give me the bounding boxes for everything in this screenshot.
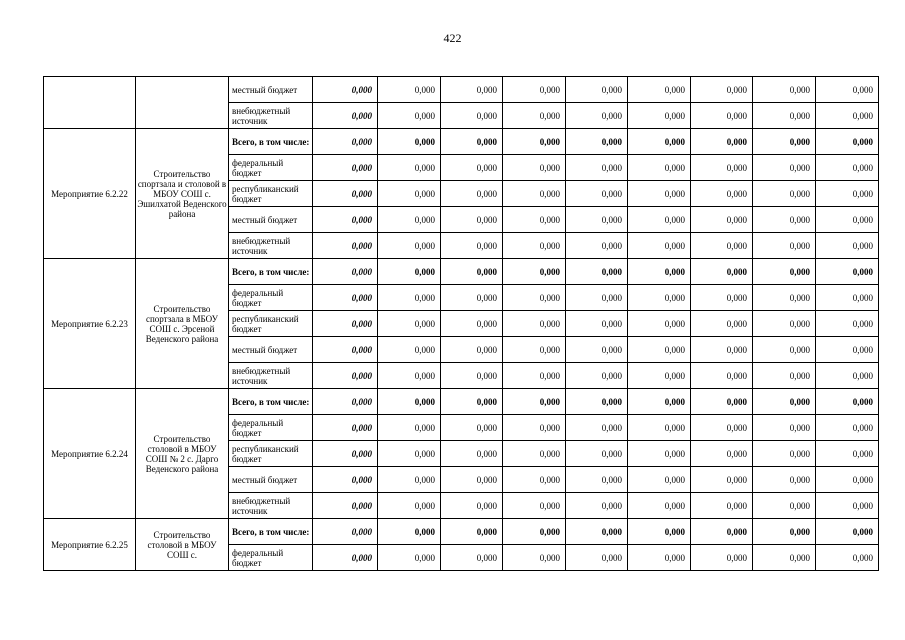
amount-cell: 0,000	[691, 389, 753, 415]
amount-cell: 0,000	[628, 441, 691, 467]
amount-cell: 0,000	[503, 441, 566, 467]
amount-cell: 0,000	[566, 77, 628, 103]
amount-cell: 0,000	[313, 77, 378, 103]
amount-cell: 0,000	[378, 155, 441, 181]
amount-cell: 0,000	[753, 389, 816, 415]
amount-cell: 0,000	[378, 207, 441, 233]
amount-cell: 0,000	[313, 519, 378, 545]
amount-cell: 0,000	[753, 441, 816, 467]
amount-cell: 0,000	[566, 545, 628, 571]
amount-cell: 0,000	[691, 103, 753, 129]
amount-cell: 0,000	[566, 363, 628, 389]
amount-cell: 0,000	[628, 545, 691, 571]
amount-cell: 0,000	[313, 441, 378, 467]
amount-cell: 0,000	[753, 467, 816, 493]
amount-cell: 0,000	[313, 207, 378, 233]
amount-cell: 0,000	[753, 363, 816, 389]
amount-cell: 0,000	[628, 129, 691, 155]
amount-cell: 0,000	[691, 363, 753, 389]
amount-cell: 0,000	[628, 259, 691, 285]
amount-cell: 0,000	[313, 155, 378, 181]
amount-cell: 0,000	[441, 545, 503, 571]
amount-cell: 0,000	[816, 389, 879, 415]
amount-cell: 0,000	[816, 311, 879, 337]
amount-cell: 0,000	[313, 415, 378, 441]
amount-cell: 0,000	[816, 155, 879, 181]
amount-cell: 0,000	[441, 181, 503, 207]
amount-cell: 0,000	[816, 77, 879, 103]
amount-cell: 0,000	[441, 389, 503, 415]
funding-source-cell: внебюджетный источник	[229, 493, 313, 519]
amount-cell: 0,000	[816, 363, 879, 389]
amount-cell: 0,000	[566, 415, 628, 441]
amount-cell: 0,000	[313, 259, 378, 285]
table-row	[44, 259, 879, 285]
amount-cell: 0,000	[691, 207, 753, 233]
amount-cell: 0,000	[691, 311, 753, 337]
amount-cell: 0,000	[441, 77, 503, 103]
description-cell: Строительство спортзала и столовой в МБОУ СОШ с. Эшилхатой Веденского района	[136, 129, 229, 259]
amount-cell: 0,000	[691, 441, 753, 467]
amount-cell: 0,000	[753, 415, 816, 441]
amount-cell: 0,000	[378, 389, 441, 415]
amount-cell: 0,000	[441, 415, 503, 441]
amount-cell: 0,000	[628, 389, 691, 415]
amount-cell: 0,000	[441, 155, 503, 181]
amount-cell: 0,000	[753, 207, 816, 233]
amount-cell: 0,000	[753, 155, 816, 181]
amount-cell: 0,000	[566, 259, 628, 285]
amount-cell: 0,000	[503, 337, 566, 363]
amount-cell: 0,000	[378, 259, 441, 285]
amount-cell: 0,000	[691, 337, 753, 363]
amount-cell: 0,000	[503, 389, 566, 415]
amount-cell: 0,000	[503, 493, 566, 519]
amount-cell: 0,000	[378, 337, 441, 363]
funding-source-cell: местный бюджет	[229, 77, 313, 103]
amount-cell: 0,000	[441, 519, 503, 545]
amount-cell: 0,000	[753, 519, 816, 545]
amount-cell: 0,000	[503, 363, 566, 389]
amount-cell: 0,000	[313, 233, 378, 259]
amount-cell: 0,000	[566, 441, 628, 467]
amount-cell: 0,000	[441, 103, 503, 129]
amount-cell: 0,000	[816, 103, 879, 129]
amount-cell: 0,000	[378, 441, 441, 467]
amount-cell: 0,000	[566, 285, 628, 311]
amount-cell: 0,000	[566, 467, 628, 493]
amount-cell: 0,000	[753, 129, 816, 155]
amount-cell: 0,000	[753, 337, 816, 363]
amount-cell: 0,000	[691, 519, 753, 545]
amount-cell: 0,000	[566, 337, 628, 363]
amount-cell: 0,000	[566, 519, 628, 545]
amount-cell: 0,000	[441, 363, 503, 389]
amount-cell: 0,000	[816, 545, 879, 571]
amount-cell: 0,000	[628, 181, 691, 207]
amount-cell: 0,000	[378, 181, 441, 207]
amount-cell: 0,000	[313, 389, 378, 415]
event-cell: Мероприятие 6.2.22	[44, 129, 136, 259]
amount-cell: 0,000	[313, 285, 378, 311]
amount-cell: 0,000	[441, 493, 503, 519]
amount-cell: 0,000	[313, 493, 378, 519]
amount-cell: 0,000	[566, 311, 628, 337]
amount-cell: 0,000	[503, 415, 566, 441]
table-row	[44, 129, 879, 155]
amount-cell: 0,000	[378, 77, 441, 103]
amount-cell: 0,000	[816, 441, 879, 467]
amount-cell: 0,000	[816, 493, 879, 519]
amount-cell: 0,000	[503, 233, 566, 259]
amount-cell: 0,000	[628, 207, 691, 233]
amount-cell: 0,000	[816, 415, 879, 441]
amount-cell: 0,000	[503, 181, 566, 207]
amount-cell: 0,000	[378, 129, 441, 155]
amount-cell: 0,000	[691, 233, 753, 259]
funding-source-cell: Всего, в том числе:	[229, 389, 313, 415]
amount-cell: 0,000	[441, 259, 503, 285]
amount-cell: 0,000	[816, 181, 879, 207]
amount-cell: 0,000	[691, 545, 753, 571]
table-row	[44, 519, 879, 545]
amount-cell: 0,000	[566, 207, 628, 233]
amount-cell: 0,000	[378, 545, 441, 571]
amount-cell: 0,000	[628, 363, 691, 389]
amount-cell: 0,000	[313, 103, 378, 129]
amount-cell: 0,000	[566, 103, 628, 129]
amount-cell: 0,000	[816, 233, 879, 259]
funding-source-cell: внебюджетный источник	[229, 103, 313, 129]
amount-cell: 0,000	[378, 415, 441, 441]
amount-cell: 0,000	[753, 493, 816, 519]
amount-cell: 0,000	[378, 311, 441, 337]
amount-cell: 0,000	[628, 519, 691, 545]
amount-cell: 0,000	[691, 493, 753, 519]
funding-source-cell: местный бюджет	[229, 207, 313, 233]
amount-cell: 0,000	[503, 155, 566, 181]
funding-source-cell: Всего, в том числе:	[229, 519, 313, 545]
amount-cell: 0,000	[816, 207, 879, 233]
funding-source-cell: Всего, в том числе:	[229, 259, 313, 285]
amount-cell: 0,000	[503, 103, 566, 129]
amount-cell: 0,000	[503, 545, 566, 571]
amount-cell: 0,000	[378, 233, 441, 259]
amount-cell: 0,000	[503, 285, 566, 311]
amount-cell: 0,000	[566, 129, 628, 155]
amount-cell: 0,000	[441, 285, 503, 311]
funding-source-cell: федеральный бюджет	[229, 155, 313, 181]
amount-cell: 0,000	[503, 519, 566, 545]
description-cell: Строительство столовой в МБОУ СОШ № 2 с. Дарго Веденского района	[136, 389, 229, 519]
amount-cell: 0,000	[628, 337, 691, 363]
description-cell: Строительство столовой в МБОУ СОШ с.	[136, 519, 229, 571]
table-row	[44, 389, 879, 415]
amount-cell: 0,000	[378, 285, 441, 311]
amount-cell: 0,000	[753, 259, 816, 285]
amount-cell: 0,000	[691, 155, 753, 181]
amount-cell: 0,000	[628, 415, 691, 441]
amount-cell: 0,000	[313, 129, 378, 155]
amount-cell: 0,000	[691, 415, 753, 441]
amount-cell: 0,000	[313, 467, 378, 493]
amount-cell: 0,000	[566, 233, 628, 259]
amount-cell: 0,000	[503, 129, 566, 155]
amount-cell: 0,000	[503, 77, 566, 103]
amount-cell: 0,000	[378, 467, 441, 493]
funding-source-cell: федеральный бюджет	[229, 545, 313, 571]
amount-cell: 0,000	[503, 467, 566, 493]
amount-cell: 0,000	[753, 545, 816, 571]
amount-cell: 0,000	[753, 233, 816, 259]
page-number: 422	[443, 31, 462, 45]
amount-cell: 0,000	[503, 207, 566, 233]
funding-source-cell: внебюджетный источник	[229, 233, 313, 259]
amount-cell: 0,000	[691, 129, 753, 155]
description-cell: Строительство спортзала в МБОУ СОШ с. Эрсеной Веденского района	[136, 259, 229, 389]
amount-cell: 0,000	[753, 285, 816, 311]
amount-cell: 0,000	[503, 259, 566, 285]
funding-source-cell: федеральный бюджет	[229, 285, 313, 311]
amount-cell: 0,000	[628, 103, 691, 129]
funding-source-cell: республиканский бюджет	[229, 311, 313, 337]
amount-cell: 0,000	[566, 155, 628, 181]
funding-source-cell: федеральный бюджет	[229, 415, 313, 441]
amount-cell: 0,000	[313, 311, 378, 337]
amount-cell: 0,000	[441, 207, 503, 233]
amount-cell: 0,000	[691, 467, 753, 493]
funding-source-cell: республиканский бюджет	[229, 441, 313, 467]
amount-cell: 0,000	[628, 233, 691, 259]
amount-cell: 0,000	[753, 77, 816, 103]
amount-cell: 0,000	[816, 519, 879, 545]
event-cell	[44, 77, 136, 129]
amount-cell: 0,000	[753, 311, 816, 337]
funding-source-cell: внебюджетный источник	[229, 363, 313, 389]
description-cell	[136, 77, 229, 129]
amount-cell: 0,000	[753, 181, 816, 207]
amount-cell: 0,000	[691, 259, 753, 285]
amount-cell: 0,000	[503, 311, 566, 337]
amount-cell: 0,000	[628, 155, 691, 181]
amount-cell: 0,000	[753, 103, 816, 129]
amount-cell: 0,000	[628, 493, 691, 519]
amount-cell: 0,000	[691, 285, 753, 311]
funding-source-cell: местный бюджет	[229, 337, 313, 363]
amount-cell: 0,000	[628, 311, 691, 337]
amount-cell: 0,000	[816, 259, 879, 285]
amount-cell: 0,000	[378, 363, 441, 389]
amount-cell: 0,000	[441, 467, 503, 493]
funding-source-cell: республиканский бюджет	[229, 181, 313, 207]
event-cell: Мероприятие 6.2.24	[44, 389, 136, 519]
amount-cell: 0,000	[313, 545, 378, 571]
table-body	[44, 77, 879, 571]
amount-cell: 0,000	[691, 77, 753, 103]
amount-cell: 0,000	[628, 285, 691, 311]
amount-cell: 0,000	[441, 441, 503, 467]
table-row	[44, 77, 879, 103]
amount-cell: 0,000	[378, 519, 441, 545]
amount-cell: 0,000	[628, 467, 691, 493]
amount-cell: 0,000	[313, 181, 378, 207]
amount-cell: 0,000	[566, 389, 628, 415]
amount-cell: 0,000	[441, 233, 503, 259]
amount-cell: 0,000	[313, 337, 378, 363]
amount-cell: 0,000	[691, 181, 753, 207]
amount-cell: 0,000	[566, 181, 628, 207]
amount-cell: 0,000	[441, 311, 503, 337]
amount-cell: 0,000	[378, 103, 441, 129]
amount-cell: 0,000	[313, 363, 378, 389]
funding-source-cell: Всего, в том числе:	[229, 129, 313, 155]
amount-cell: 0,000	[628, 77, 691, 103]
amount-cell: 0,000	[816, 467, 879, 493]
funding-source-cell: местный бюджет	[229, 467, 313, 493]
amount-cell: 0,000	[566, 493, 628, 519]
amount-cell: 0,000	[816, 337, 879, 363]
event-cell: Мероприятие 6.2.23	[44, 259, 136, 389]
event-cell: Мероприятие 6.2.25	[44, 519, 136, 571]
budget-table	[43, 76, 879, 571]
amount-cell: 0,000	[441, 129, 503, 155]
amount-cell: 0,000	[816, 285, 879, 311]
amount-cell: 0,000	[441, 337, 503, 363]
amount-cell: 0,000	[816, 129, 879, 155]
amount-cell: 0,000	[378, 493, 441, 519]
